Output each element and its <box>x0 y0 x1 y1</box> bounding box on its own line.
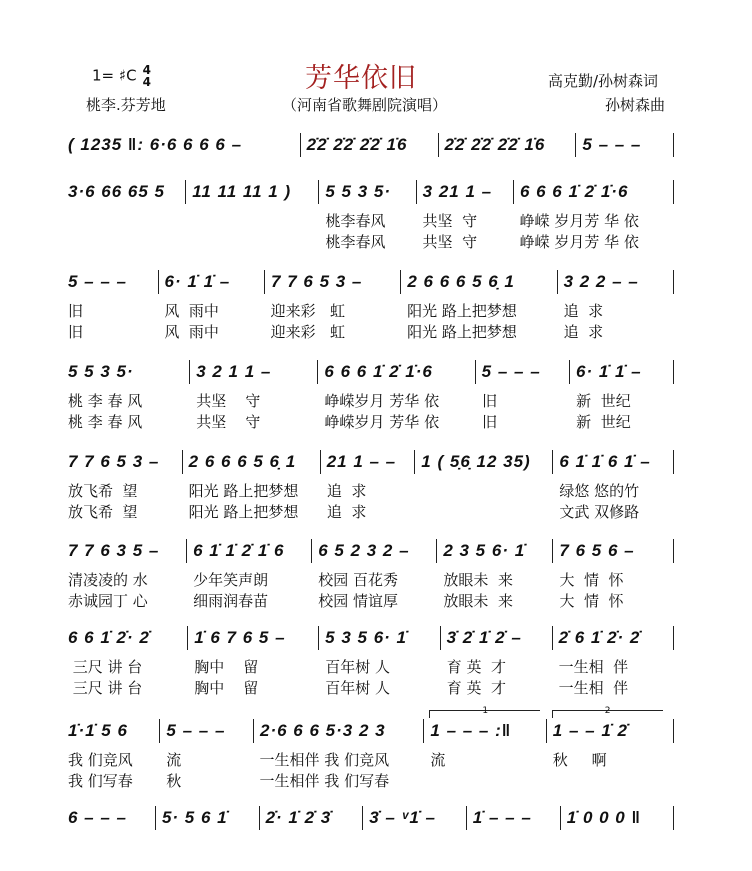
lyric-segment: 育 英 才 <box>446 679 507 697</box>
score-system <box>62 706 674 792</box>
lyric-segment: 秋 啊 <box>552 751 607 769</box>
lyric-segment: 旧 <box>68 323 84 341</box>
measure: 5 5 3 5· <box>319 180 416 204</box>
notes-line <box>62 133 674 157</box>
lyric-segment <box>547 771 674 792</box>
score-system <box>62 806 674 830</box>
measure: 1 – – – :‖ <box>424 719 546 743</box>
lyric-segment: 大 情 怀 <box>559 592 624 610</box>
lyric-segment: 我 们写春 <box>68 772 133 790</box>
lyric-segment <box>415 481 553 502</box>
measure: 3 21 1 – <box>417 180 514 204</box>
measure: 1̇ 6 7 6 5 – <box>188 626 319 650</box>
measure: 5 5 3 5· <box>62 360 190 384</box>
lyric-segment <box>62 211 186 232</box>
notes-line <box>62 450 674 474</box>
measure: 3·6 66 65 5 <box>62 180 186 204</box>
lyric-segment: 校园 情谊厚 <box>318 592 399 610</box>
performer-subtitle: （河南省歌舞剧院演唱） <box>282 96 448 114</box>
measure: 5 – – – <box>160 719 254 743</box>
lyric-segment: 迎来彩 虹 <box>270 302 345 320</box>
key-signature <box>92 64 151 88</box>
measure: 6 1̇ 1̇ 2̇ 1̇ 6 <box>187 539 312 563</box>
lyric-segment: 追 求 <box>563 302 604 320</box>
measure: 21 1 – – <box>321 450 416 474</box>
lyrics-line <box>62 657 674 678</box>
measure: 1 – – 1̇ 2̇ <box>547 719 674 743</box>
lyric-segment: 放眼未 来 <box>443 571 513 589</box>
lyric-segment: 三尺 讲 台 <box>68 658 143 676</box>
notes-line <box>62 719 674 743</box>
score-system <box>62 270 674 343</box>
notes-line <box>62 360 674 384</box>
lyric-segment: 追 求 <box>326 482 367 500</box>
measure: 6 6 1̇ 2̇· 2̇ <box>62 626 188 650</box>
lyric-segment: 阳光 路上把梦想 <box>188 503 299 521</box>
measure: 11 11 11 1 ) <box>186 180 319 204</box>
lyric-segment: 绿悠 悠的竹 <box>559 482 640 500</box>
lyric-segment: 桃 李 春 风 <box>68 392 143 410</box>
lyrics-line <box>62 591 674 612</box>
notes-line <box>62 806 674 830</box>
lyric-segment: 旧 <box>68 302 84 320</box>
lyric-segment: 峥嵘 岁月芳 华 依 <box>519 233 639 251</box>
score-system <box>62 360 674 433</box>
measure: 3 2 1 1 – <box>190 360 318 384</box>
lyric-segment: 峥嵘岁月 芳华 依 <box>324 413 440 431</box>
measure: 1̇·1̇ 5 6 <box>62 719 160 743</box>
measure: 7 7 6 3 5 – <box>62 539 187 563</box>
measure: 6· 1̇ 1̇ – <box>159 270 265 294</box>
song-title: 芳华依旧 <box>305 63 417 94</box>
lyrics-line <box>62 481 674 502</box>
score-system <box>62 626 674 699</box>
measure: 3̇ – ᵛ1̇ – <box>363 806 467 830</box>
measure: 6 – – – <box>62 806 156 830</box>
measure: 6 6 6 1̇ 2̇ 1̇·6 <box>514 180 674 204</box>
lyrics-line <box>62 771 674 792</box>
score-system <box>62 180 674 253</box>
lyric-segment: 放飞希 望 <box>68 503 138 521</box>
measure: 5 – – – <box>576 133 674 157</box>
lyric-segment: 旧 <box>482 392 498 410</box>
lyric-segment: 清凌凌的 水 <box>68 571 148 589</box>
measure: 6· 1̇ 1̇ – <box>570 360 674 384</box>
lyric-segment: 阳光 路上把梦想 <box>407 323 517 341</box>
lyrics-line <box>62 412 674 433</box>
measure: 3̇ 2̇ 1̇ 2̇ – <box>441 626 553 650</box>
lyric-segment <box>186 232 319 253</box>
measure: 5 – – – <box>62 270 159 294</box>
lyric-segment: 一生相 伴 <box>558 658 629 676</box>
lyric-segment: 峥嵘岁月 芳华 依 <box>324 392 440 410</box>
measure: 7 7 6 5 3 – <box>62 450 183 474</box>
lyric-segment: 桃 李 春 风 <box>68 413 143 431</box>
measure: 1̇ 0 0 0 ‖ <box>561 806 674 830</box>
measure: 2 6 6 6 5 6̣ 1 <box>401 270 557 294</box>
lyric-segment: 新 世纪 <box>576 392 631 410</box>
lyric-segment: 一生相伴 我 们写春 <box>259 772 390 790</box>
lyric-segment: 百年树 人 <box>325 658 391 676</box>
volta-bracket: 1 <box>429 710 540 718</box>
lyric-segment: 风 雨中 <box>164 323 219 341</box>
measure: 2̇2̇ 2̇2̇ 2̇2̇ 1̇6 <box>439 133 577 157</box>
lyric-segment: 放眼未 来 <box>443 592 513 610</box>
lyric-segment: 胸中 留 <box>194 679 259 697</box>
score-system <box>62 539 674 612</box>
lyrics-line <box>62 232 674 253</box>
lyric-segment: 少年笑声朗 <box>193 571 269 589</box>
song-tag: 桃李.芬芳地 <box>86 96 166 114</box>
measure: 7 6 5 6 – <box>553 539 674 563</box>
lyric-segment: 百年树 人 <box>325 679 391 697</box>
lyric-segment: 风 雨中 <box>164 302 219 320</box>
measure: 6 5 2 3 2 – <box>312 539 437 563</box>
lyric-segment: 我 们竞风 <box>68 751 133 769</box>
lyric-segment: 追 求 <box>563 323 604 341</box>
lyric-segment: 新 世纪 <box>576 413 631 431</box>
lyricist-credit: 高克勤/孙树森词 <box>548 72 659 90</box>
score-system <box>62 450 674 523</box>
lyric-segment: 共坚 守 <box>196 413 261 431</box>
notes-line <box>62 180 674 204</box>
lyric-segment: 流 <box>430 751 446 769</box>
lyrics-line <box>62 322 674 343</box>
measure: 5 – – – <box>476 360 570 384</box>
lyric-segment: 旧 <box>482 413 498 431</box>
lyric-segment: 校园 百花秀 <box>318 571 399 589</box>
lyrics-line <box>62 391 674 412</box>
notes-line <box>62 539 674 563</box>
measure: 1̇ – – – <box>467 806 561 830</box>
lyric-segment: 三尺 讲 台 <box>68 679 143 697</box>
lyric-segment: 迎来彩 虹 <box>270 323 345 341</box>
lyric-segment: 共坚 守 <box>422 212 478 230</box>
key-label: 1= ♯C <box>92 66 137 85</box>
measure: 2̇· 1̇ 2̇ 3̇ <box>260 806 364 830</box>
notes-line <box>62 626 674 650</box>
lyric-segment: 胸中 留 <box>194 658 259 676</box>
notes-line <box>62 270 674 294</box>
lyric-segment: 追 求 <box>326 503 367 521</box>
measure: 2̇ 6 1̇ 2̇· 2̇ <box>553 626 674 650</box>
measure: 6 6 6 1̇ 2̇ 1̇·6 <box>318 360 475 384</box>
time-top: 4 <box>142 63 151 77</box>
measure: 6 1̇ 1̇ 6 1̇ – <box>553 450 674 474</box>
measure: 2 3 5 6· 1̇ <box>437 539 553 563</box>
lyric-segment: 放飞希 望 <box>68 482 138 500</box>
lyrics-line <box>62 570 674 591</box>
measure: 1 ( 5̣6̣ 12 35) <box>415 450 553 474</box>
lyric-segment: 流 <box>166 751 182 769</box>
lyric-segment: 细雨润春苗 <box>193 592 269 610</box>
measure: 2·6 6 6 5·3 2 3 <box>254 719 424 743</box>
measure: 2̇2̇ 2̇2̇ 2̇2̇ 1̇6 <box>301 133 439 157</box>
lyric-segment: 赤诚园丁 心 <box>68 592 148 610</box>
volta-bracket: 2 <box>552 710 663 718</box>
score-system <box>62 133 674 157</box>
lyric-segment: 阳光 路上把梦想 <box>188 482 299 500</box>
lyric-segment: 共坚 守 <box>422 233 478 251</box>
lyrics-line <box>62 750 674 771</box>
composer-credit: 孙树森曲 <box>605 96 666 114</box>
measure: 3 2 2 – – <box>558 270 674 294</box>
lyrics-line <box>62 678 674 699</box>
time-signature <box>143 64 151 88</box>
measure: 7 7 6 5 3 – <box>265 270 401 294</box>
lyric-segment: 桃李春风 <box>325 233 386 251</box>
lyric-segment: 一生相 伴 <box>558 679 629 697</box>
lyric-segment <box>415 502 553 523</box>
lyric-segment <box>62 232 186 253</box>
time-bottom: 4 <box>142 75 151 89</box>
measure: 2 6 6 6 5 6̣ 1 <box>183 450 321 474</box>
lyric-segment <box>186 211 319 232</box>
lyrics-line <box>62 502 674 523</box>
measure: 5· 5 6 1̇ <box>156 806 260 830</box>
lyric-segment: 秋 <box>166 772 182 790</box>
lyric-segment: 桃李春风 <box>325 212 386 230</box>
measure: 5 3 5 6· 1̇ <box>319 626 440 650</box>
lyrics-line <box>62 211 674 232</box>
lyric-segment: 峥嵘 岁月芳 华 依 <box>519 212 639 230</box>
lyric-segment: 一生相伴 我 们竞风 <box>259 751 390 769</box>
lyric-segment: 大 情 怀 <box>559 571 624 589</box>
lyric-segment: 阳光 路上把梦想 <box>407 302 517 320</box>
lyric-segment <box>424 771 546 792</box>
lyric-segment: 文武 双修路 <box>559 503 640 521</box>
measure: ( 1235 ‖: 6·6 6 6 6 – <box>62 133 301 157</box>
lyric-segment: 育 英 才 <box>446 658 507 676</box>
lyric-segment: 共坚 守 <box>196 392 261 410</box>
lyrics-line <box>62 301 674 322</box>
